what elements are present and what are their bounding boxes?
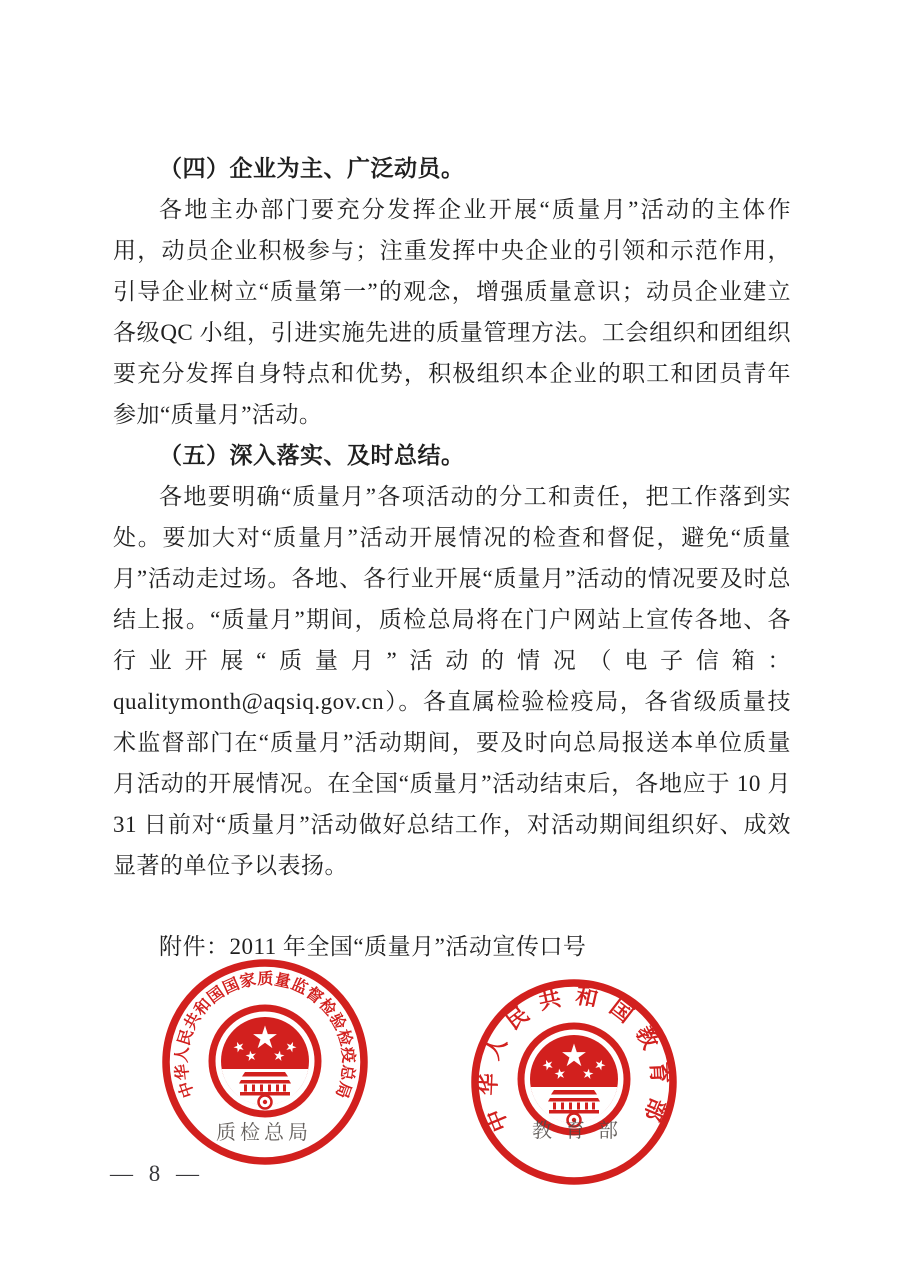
seal-ring-text: 中华人民共和国国家质量监督检验检疫总局 — [173, 971, 357, 1101]
section-heading-5: （五）深入落实、及时总结。 — [159, 443, 465, 468]
national-emblem-icon — [212, 1008, 318, 1114]
section-paragraph-4: 各地主办部门要充分发挥企业开展“质量月”活动的主体作用，动员企业积极参与；注重发挥中央企业的引领和示范作用，引导企业树立“质量第一”的观念，增强质量意识；动员企业建立各级QC 小组，引进实施先进的质量管理方法。工会组织和团组织要充分发挥自身特点和优势，积极组织本企业的职工和团员青年参加“质量月”活动。 — [113, 197, 791, 427]
section-heading-4: （四）企业为主、广泛动员。 — [159, 156, 465, 181]
attachment-line: 附件：2011 年全国“质量月”活动宣传口号 — [159, 934, 587, 959]
moe-official-seal — [469, 977, 679, 1187]
seal-bottom-label: 教 育 部 — [532, 1120, 622, 1142]
page-number: — 8 — — [110, 1161, 204, 1186]
seal-ring-text: 中华人民共和国教育部 — [475, 982, 673, 1136]
section-paragraph-5: 各地要明确“质量月”各项活动的分工和责任，把工作落到实处。要加大对“质量月”活动开展情况的检查和督促，避免“质量月”活动走过场。各地、各行业开展“质量月”活动的情况要及时总结上报。“质量月”期间，质检总局将在门户网站上宣传各地、各行业开展“质量月”活动的情况（电子信箱：qualitymonth@aqsiq.gov.cn）。各直属检验检疫局，各省级质量技术监督部门在“质量月”活动期间，要及时向总局报送本单位质量月活动的开展情况。在全国“质量月”活动结束后，各地应于 10 月 31 日前对“质量月”活动做好总结工作，对活动期间组织好、成效显著的单位予以表扬。 — [113, 484, 791, 878]
aqsiq-official-seal — [160, 957, 370, 1167]
national-emblem-icon — [521, 1026, 627, 1132]
document-body — [113, 148, 791, 967]
seal-bottom-label: 质检总局 — [216, 1122, 312, 1144]
